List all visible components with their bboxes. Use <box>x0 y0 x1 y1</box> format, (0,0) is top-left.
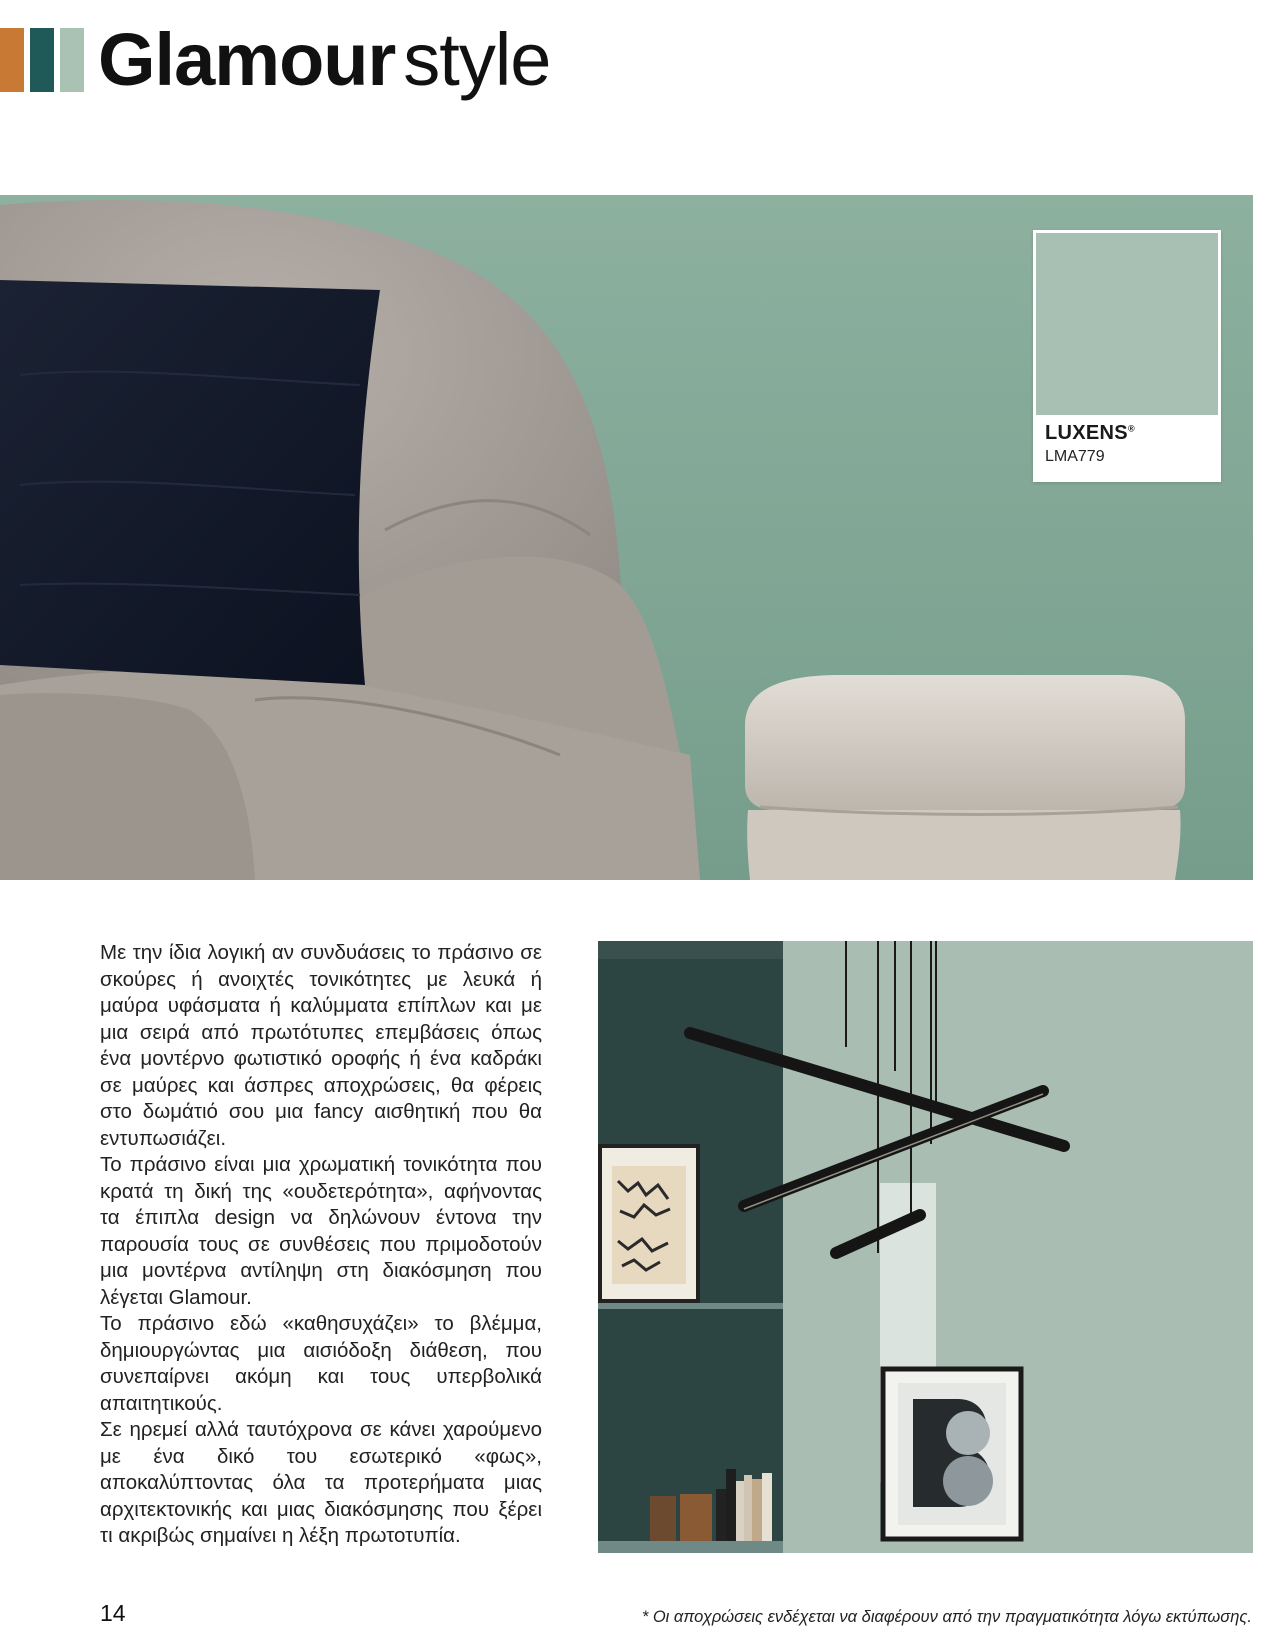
teal-bar <box>30 28 54 92</box>
pendant-lamp-illustration <box>598 941 1253 1553</box>
swatch-brand: LUXENS® <box>1045 422 1135 444</box>
page-header <box>0 18 700 101</box>
color-bars-logo <box>0 28 86 92</box>
page-title <box>98 14 550 106</box>
title-light: style <box>403 18 551 101</box>
orange-bar <box>0 28 24 92</box>
title-bold: Glamour <box>98 18 396 101</box>
article-body <box>100 940 542 1550</box>
page-number: 14 <box>100 1600 126 1626</box>
paragraph: Με την ίδια λογική αν συνδυάσεις το πράσινο σε σκούρες ή ανοιχτές τονικότητες με λευκά ή μαύρα υφάσματα ή καλύμματα επίπλων και με μια σειρά από πρωτότυπες επεμβάσεις όπως ένα μοντέρνο φωτιστικό οροφής ή ένα καδράκι σε μαύρες και άσπρες αποχρώσεις, θα φέρεις στο δωμάτιό σου μια fancy αισθητική που θα εντυπωσιάζει. <box>100 941 542 1150</box>
paragraph: Σε ηρεμεί αλλά ταυτόχρονα σε κάνει χαρούμενο με ένα δικό του εσωτερικό «φως», αποκαλύπτοντας όλα τα προτερήματα μιας αρχιτεκτονικής και μιας διακόσμησης που ξέρει τι ακριβώς σημαίνει η λέξη πρωτοτυπία. <box>100 1418 542 1547</box>
sage-bar <box>60 28 84 92</box>
hero-photo-sofa-room <box>0 195 1253 880</box>
swatch-code: LMA779 <box>1045 448 1105 465</box>
pendant-lamp-photo <box>598 941 1253 1553</box>
paragraph: Το πράσινο εδώ «καθησυχάζει» το βλέμμα, δημιουργώντας μια αισιόδοξη διάθεση, που συνεπαίρνει ακόμη και τους υπερβολικά απαιτητικούς. <box>100 1312 542 1415</box>
print-disclaimer: * Οι αποχρώσεις ενδέχεται να διαφέρουν από την πραγματικότητα λόγω εκτύπωσης. <box>641 1608 1252 1626</box>
luxens-color-swatch <box>1033 230 1221 482</box>
swatch-color-chip <box>1036 233 1218 415</box>
paragraph: Το πράσινο είναι μια χρωματική τονικότητα που κρατά τη δική της «ουδετερότητα», αφήνοντας τα έπιπλα design να δηλώνουν έντονα την παρουσία τους σε συνθέσεις που πριμοδοτούν μια μοντέρνα αντίληψη στη διακόσμηση που λέγεται Glamour. <box>100 1153 542 1309</box>
